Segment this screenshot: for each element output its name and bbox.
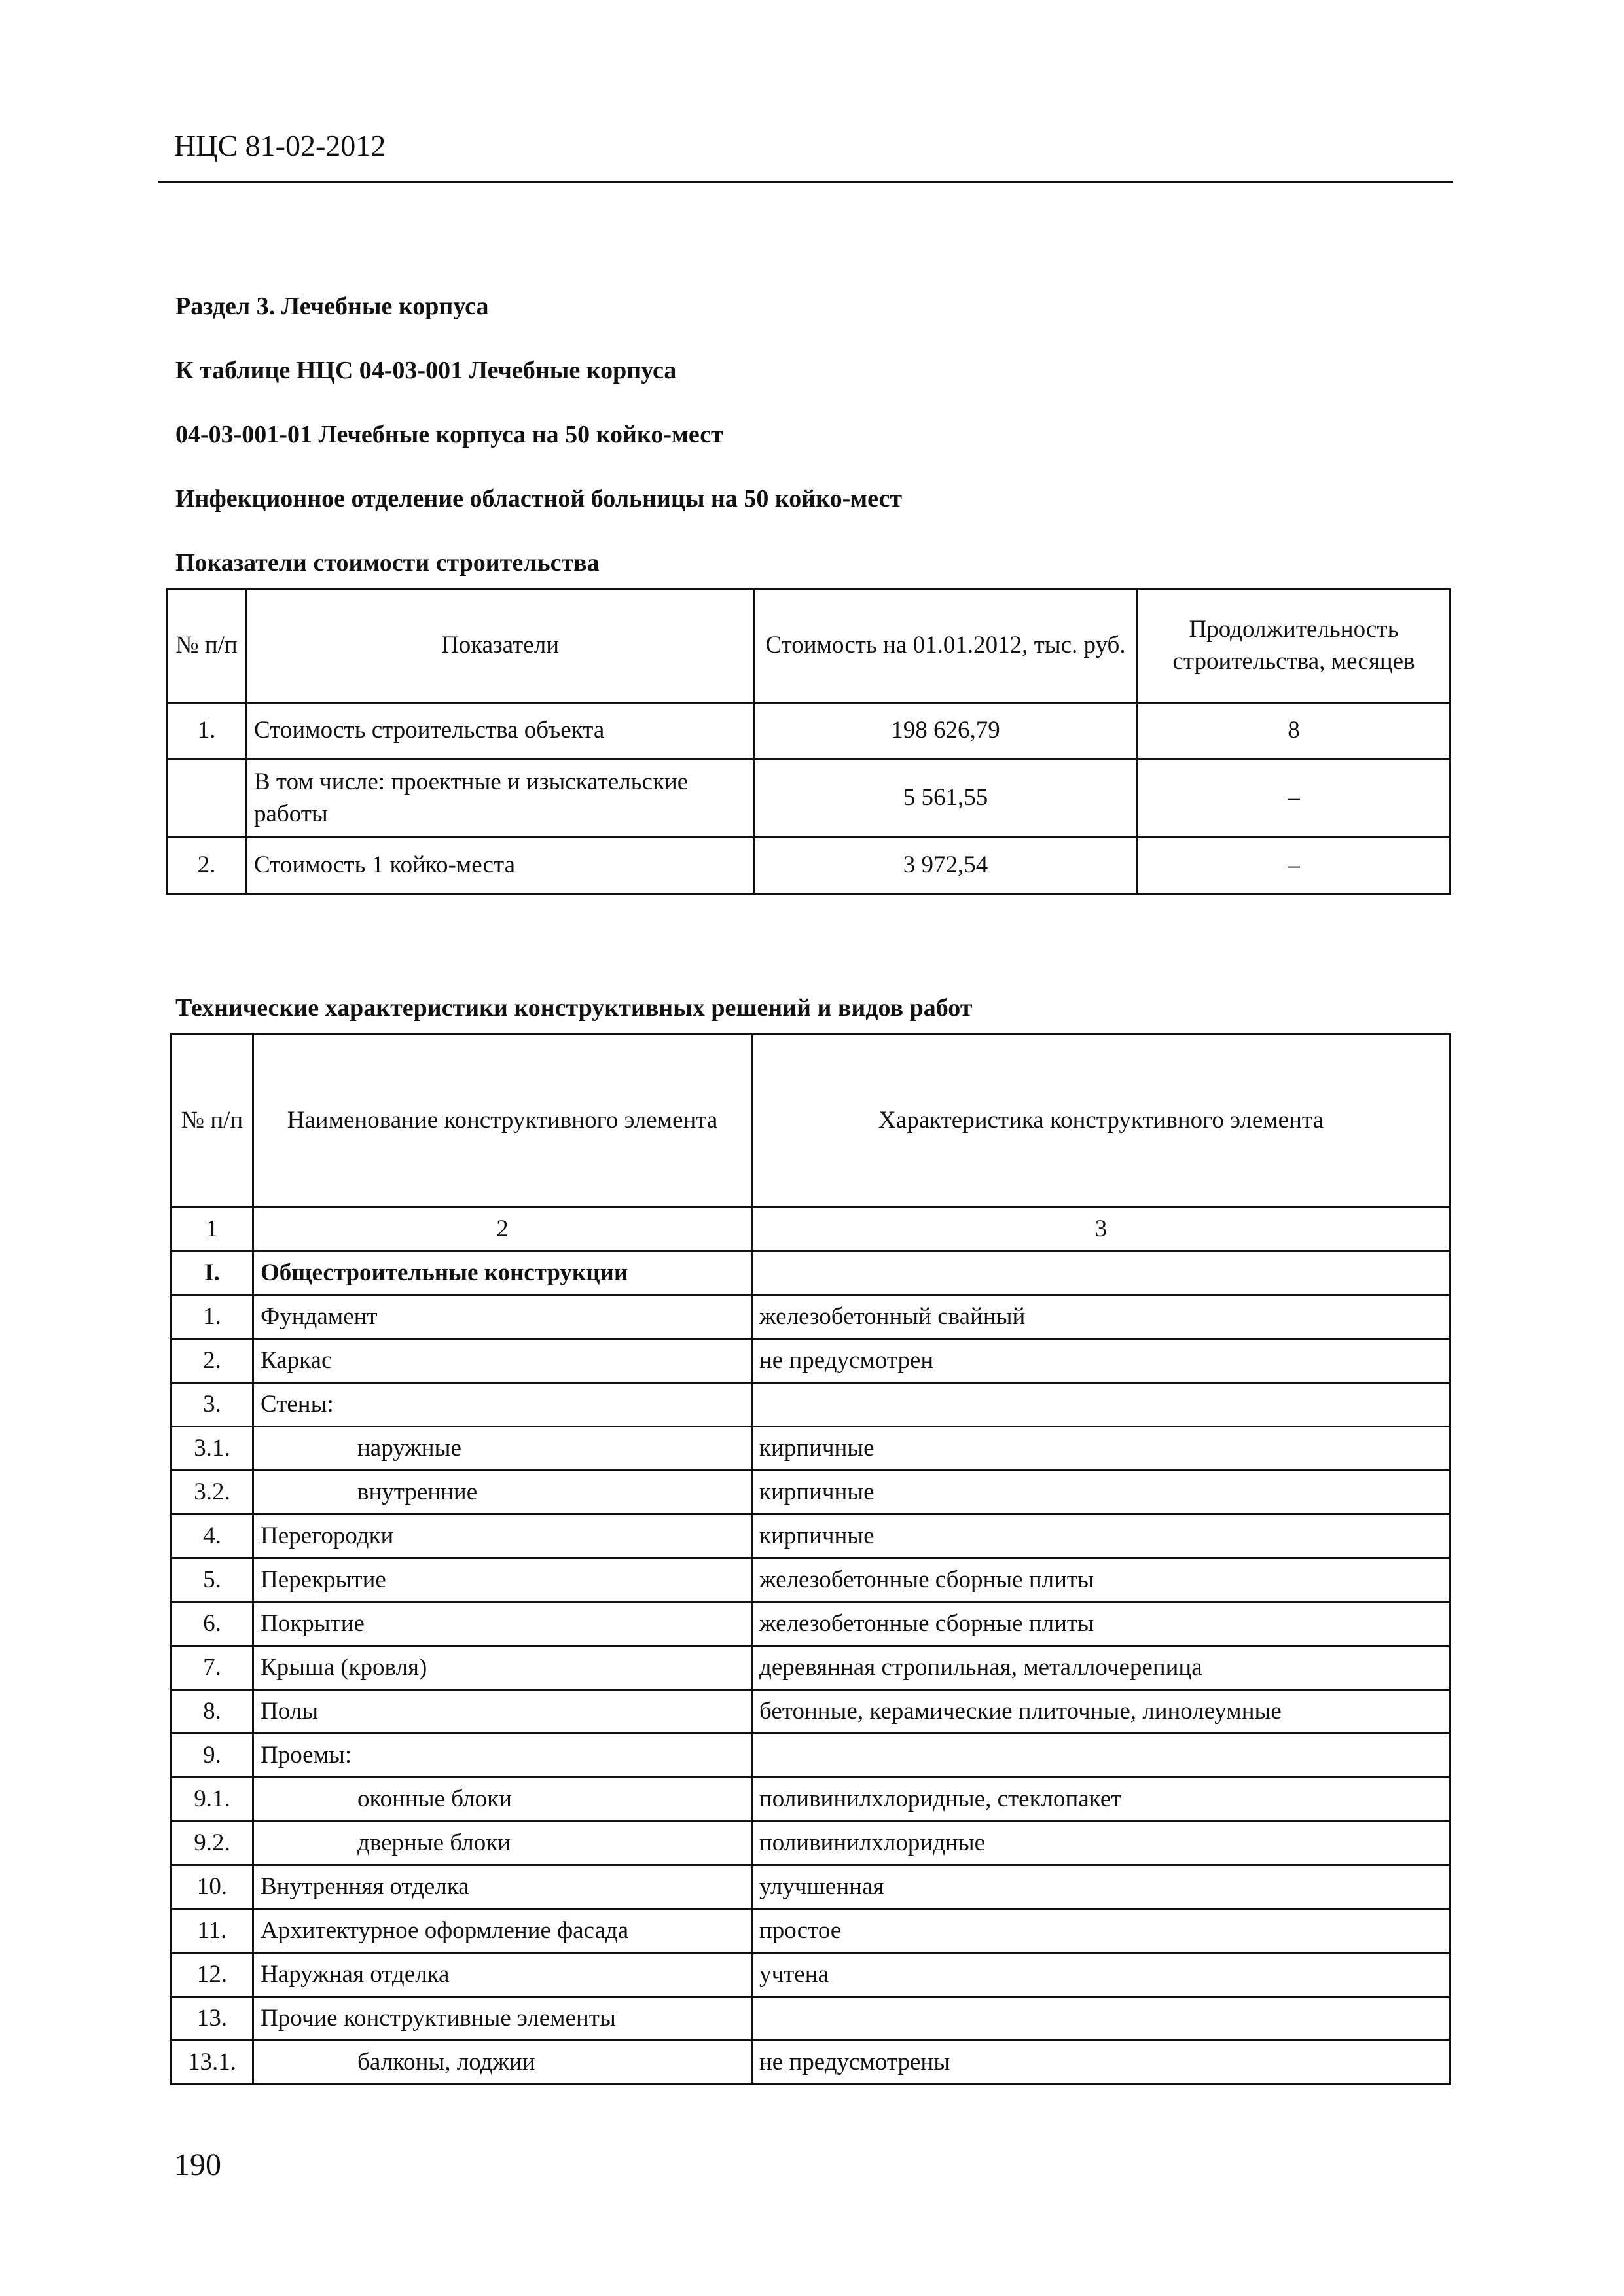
tech-cell-value	[752, 1383, 1451, 1427]
tech-cell-value: простое	[752, 1909, 1451, 1953]
table-row	[171, 1734, 1451, 1778]
table-row	[167, 703, 1451, 759]
cost-cell-indicator: Стоимость строительства объекта	[247, 703, 754, 759]
tech-cell-value	[752, 1997, 1451, 2041]
cost-cell-num: 1.	[167, 703, 247, 759]
object-heading: Инфекционное отделение областной больницы на 50 койко-мест	[175, 485, 902, 512]
tech-cell-name: Каркас	[253, 1339, 752, 1383]
table-row	[171, 1383, 1451, 1427]
tech-cell-num: 8.	[171, 1690, 253, 1734]
cost-cell-cost: 198 626,79	[754, 703, 1138, 759]
header-rule	[158, 181, 1453, 183]
tech-cell-num: 1.	[171, 1295, 253, 1339]
tech-cell-name: Покрытие	[253, 1602, 752, 1646]
cost-header-num: № п/п	[167, 589, 247, 703]
tech-cell-value: кирпичные	[752, 1471, 1451, 1515]
cost-indicators-table	[166, 588, 1451, 895]
tech-cell-name: внутренние	[253, 1471, 752, 1515]
cost-header-duration: Продолжительность строительства, месяцев	[1138, 589, 1451, 703]
cost-cell-duration: –	[1138, 838, 1451, 894]
column-number-2: 2	[253, 1208, 752, 1251]
cost-header-cost: Стоимость на 01.01.2012, тыс. руб.	[754, 589, 1138, 703]
tech-cell-num: 4.	[171, 1515, 253, 1558]
tech-cell-name: балконы, лоджии	[253, 2041, 752, 2085]
tech-cell-num: 5.	[171, 1558, 253, 1602]
cost-cell-indicator: Стоимость 1 койко-места	[247, 838, 754, 894]
tech-cell-name: Прочие конструктивные элементы	[253, 1997, 752, 2041]
cost-cell-cost: 5 561,55	[754, 759, 1138, 838]
tech-cell-num: 10.	[171, 1865, 253, 1909]
table-row	[171, 1558, 1451, 1602]
table-row	[171, 1778, 1451, 1821]
tech-cell-value: железобетонный свайный	[752, 1295, 1451, 1339]
technical-characteristics-table	[170, 1033, 1451, 2085]
cost-cell-cost: 3 972,54	[754, 838, 1138, 894]
table-row	[171, 1515, 1451, 1558]
tech-cell-name: Фундамент	[253, 1295, 752, 1339]
tech-cell-num: 3.1.	[171, 1427, 253, 1471]
tech-cell-name: Внутренняя отделка	[253, 1865, 752, 1909]
table-row	[171, 1909, 1451, 1953]
table-row	[171, 1602, 1451, 1646]
table-row	[171, 1251, 1451, 1295]
table-row	[171, 1295, 1451, 1339]
tech-cell-value: кирпичные	[752, 1427, 1451, 1471]
cost-cell-num	[167, 759, 247, 838]
tech-cell-num: 6.	[171, 1602, 253, 1646]
tech-cell-num: 3.2.	[171, 1471, 253, 1515]
tech-column-numbers-row	[171, 1208, 1451, 1251]
document-code: НЦС 81-02-2012	[174, 129, 386, 162]
tech-cell-value: кирпичные	[752, 1515, 1451, 1558]
tech-header-num: № п/п	[171, 1034, 253, 1208]
tech-cell-value: не предусмотрен	[752, 1339, 1451, 1383]
table-row	[171, 1339, 1451, 1383]
tech-cell-name: Наружная отделка	[253, 1953, 752, 1997]
tech-cell-name: Проемы:	[253, 1734, 752, 1778]
tech-cell-value: поливинилхлоридные, стеклопакет	[752, 1778, 1451, 1821]
tech-cell-value	[752, 1734, 1451, 1778]
table-row	[171, 1427, 1451, 1471]
column-number-1: 1	[171, 1208, 253, 1251]
tech-cell-name: Крыша (кровля)	[253, 1646, 752, 1690]
tech-table-header-row	[171, 1034, 1451, 1208]
tech-cell-value: не предусмотрены	[752, 2041, 1451, 2085]
tech-table-title: Технические характеристики конструктивных решений и видов работ	[175, 994, 973, 1022]
tech-cell-value: улучшенная	[752, 1865, 1451, 1909]
tech-cell-num: 3.	[171, 1383, 253, 1427]
cost-cell-duration: –	[1138, 759, 1451, 838]
cost-cell-num: 2.	[167, 838, 247, 894]
tech-cell-name: Стены:	[253, 1383, 752, 1427]
table-row	[171, 1690, 1451, 1734]
tech-cell-value: деревянная стропильная, металлочерепица	[752, 1646, 1451, 1690]
tech-cell-name: Общестроительные конструкции	[253, 1251, 752, 1295]
tech-cell-name: Архитектурное оформление фасада	[253, 1909, 752, 1953]
tech-cell-value: железобетонные сборные плиты	[752, 1602, 1451, 1646]
tech-cell-num: 2.	[171, 1339, 253, 1383]
cost-header-indicator: Показатели	[247, 589, 754, 703]
table-row	[171, 2041, 1451, 2085]
tech-cell-name: дверные блоки	[253, 1821, 752, 1865]
tech-header-characteristic: Характеристика конструктивного элемента	[752, 1034, 1451, 1208]
tech-cell-value: бетонные, керамические плиточные, линолеумные	[752, 1690, 1451, 1734]
table-row	[171, 1997, 1451, 2041]
tech-cell-value: учтена	[752, 1953, 1451, 1997]
tech-cell-num: 11.	[171, 1909, 253, 1953]
tech-cell-num: I.	[171, 1251, 253, 1295]
section-heading: Раздел 3. Лечебные корпуса	[175, 293, 489, 320]
tech-cell-name: Полы	[253, 1690, 752, 1734]
tech-cell-num: 9.1.	[171, 1778, 253, 1821]
tech-cell-name: Перегородки	[253, 1515, 752, 1558]
tech-cell-num: 7.	[171, 1646, 253, 1690]
table-row	[171, 1471, 1451, 1515]
tech-cell-num: 13.1.	[171, 2041, 253, 2085]
table-row	[167, 838, 1451, 894]
tech-cell-name: Перекрытие	[253, 1558, 752, 1602]
table-row	[171, 1821, 1451, 1865]
table-row	[171, 1646, 1451, 1690]
cost-table-header-row	[167, 589, 1451, 703]
item-heading: 04-03-001-01 Лечебные корпуса на 50 койко-мест	[175, 421, 723, 448]
tech-cell-num: 13.	[171, 1997, 253, 2041]
tech-cell-value	[752, 1251, 1451, 1295]
cost-cell-indicator: В том числе: проектные и изыскательские работы	[247, 759, 754, 838]
cost-table-title: Показатели стоимости строительства	[175, 549, 600, 577]
cost-cell-duration: 8	[1138, 703, 1451, 759]
table-row	[171, 1865, 1451, 1909]
page-number: 190	[174, 2147, 221, 2182]
table-row	[167, 759, 1451, 838]
column-number-3: 3	[752, 1208, 1451, 1251]
tech-cell-value: поливинилхлоридные	[752, 1821, 1451, 1865]
tech-cell-num: 9.	[171, 1734, 253, 1778]
tech-cell-num: 9.2.	[171, 1821, 253, 1865]
table-row	[171, 1953, 1451, 1997]
tech-header-name: Наименование конструктивного элемента	[253, 1034, 752, 1208]
table-reference-heading: К таблице НЦС 04-03-001 Лечебные корпуса	[175, 357, 677, 384]
tech-cell-name: оконные блоки	[253, 1778, 752, 1821]
tech-cell-value: железобетонные сборные плиты	[752, 1558, 1451, 1602]
tech-cell-num: 12.	[171, 1953, 253, 1997]
tech-cell-name: наружные	[253, 1427, 752, 1471]
